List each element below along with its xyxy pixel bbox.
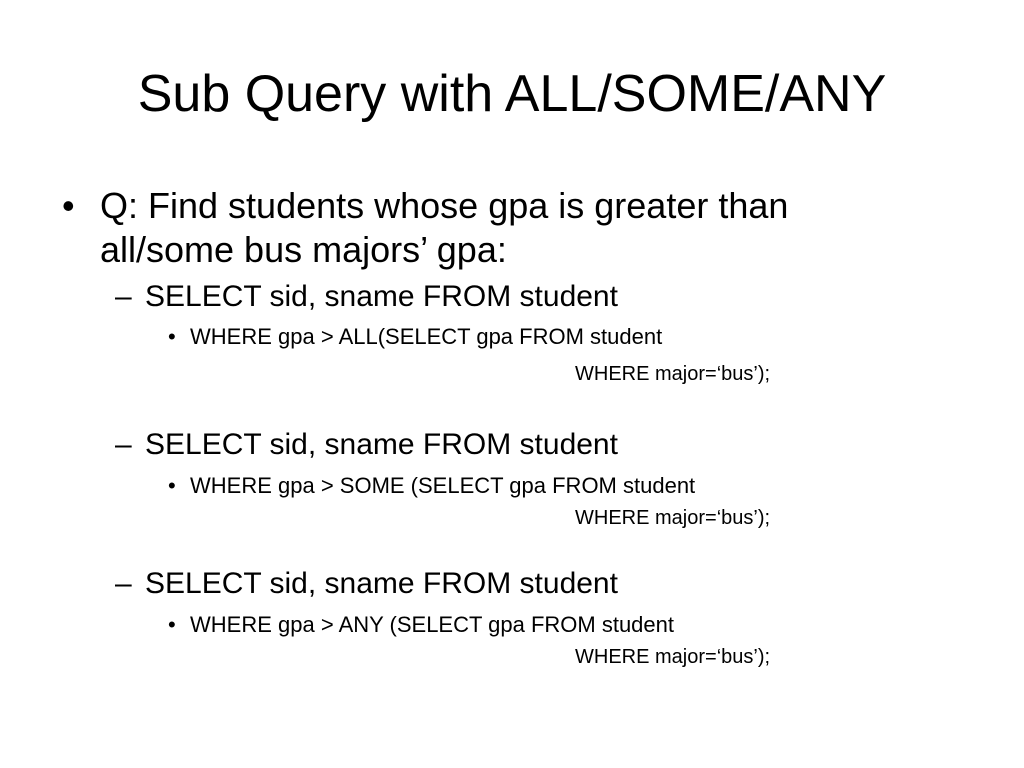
query3-continuation-line: WHERE major=‘bus’); [575,646,771,668]
query2-select-line: SELECT sid, sname FROM student [145,428,618,461]
query2-bullet-marker: • [168,473,176,498]
main-bullet-text-line1: Q: Find students whose gpa is greater than [100,185,789,226]
query3-where-line: WHERE gpa > ANY (SELECT gpa FROM student [190,612,674,637]
query2-dash-marker: – [115,428,132,461]
query3-dash-marker: – [115,567,132,600]
query2-where-line: WHERE gpa > SOME (SELECT gpa FROM student [190,473,696,498]
query1-continuation-line: WHERE major=‘bus’); [575,363,771,385]
query3-select-line: SELECT sid, sname FROM student [145,567,618,600]
query1-select-line: SELECT sid, sname FROM student [145,280,618,313]
main-bullet-marker: • [62,185,75,226]
main-bullet-text-line2: all/some bus majors’ gpa: [100,229,507,270]
query3-bullet-marker: • [168,612,176,637]
query2-continuation-line: WHERE major=‘bus’); [575,507,771,529]
query1-where-line: WHERE gpa > ALL(SELECT gpa FROM student [190,324,663,349]
query1-dash-marker: – [115,280,132,313]
slide-title: Sub Query with ALL/SOME/ANY [137,65,887,123]
query1-bullet-marker: • [168,324,176,349]
